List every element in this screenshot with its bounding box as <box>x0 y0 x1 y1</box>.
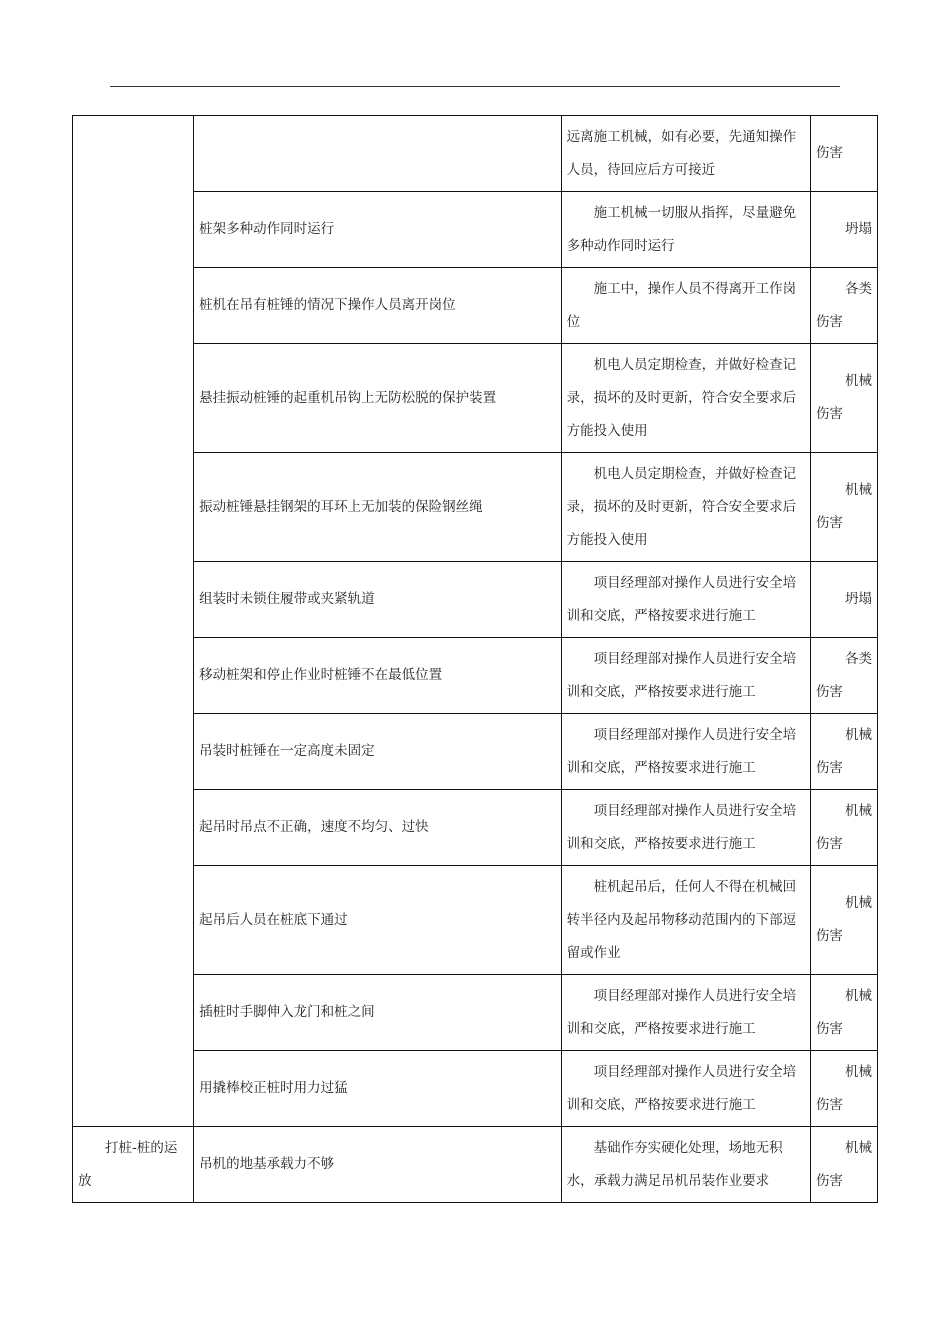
activity-cell <box>73 116 194 1127</box>
table-row <box>73 714 878 790</box>
table-row <box>73 116 878 192</box>
accident-type-text: 机械 <box>845 482 872 498</box>
table-row <box>73 638 878 714</box>
hazard-cell: 吊机的地基承载力不够 <box>194 1127 561 1203</box>
accident-type-cell <box>810 1127 877 1203</box>
accident-type-text: 伤害 <box>815 515 843 531</box>
accident-type-text: 各类 <box>845 650 872 667</box>
hazard-cell: 用撬棒校正桩时用力过猛 <box>194 1051 561 1127</box>
hazard-cell: 振动桩锤悬挂钢架的耳环上无加装的保险钢丝绳 <box>194 453 561 562</box>
accident-type-text: 机械 <box>845 1139 872 1156</box>
accident-type-text: 机械 <box>845 1063 872 1080</box>
table-row <box>73 562 878 638</box>
table-row <box>73 453 878 562</box>
measure-cell: 项目经理部对操作人员进行安全培训和交底，严格按要求进行施工 <box>561 790 810 866</box>
hazard-cell: 桩架多种动作同时运行 <box>194 192 561 268</box>
accident-type-text: 机械 <box>845 802 872 819</box>
accident-type-cell <box>810 453 877 562</box>
table-row <box>73 975 878 1051</box>
accident-type-text: 伤害 <box>815 759 843 776</box>
table-row <box>73 192 878 268</box>
accident-type-text: 伤害 <box>815 145 843 161</box>
accident-type-text: 伤害 <box>815 1020 843 1037</box>
accident-type-text: 伤害 <box>815 1172 843 1189</box>
measure-cell: 项目经理部对操作人员进行安全培训和交底，严格按要求进行施工 <box>561 638 810 714</box>
hazard-cell: 吊装时桩锤在一定高度未固定 <box>194 714 561 790</box>
accident-type-cell <box>810 638 877 714</box>
accident-type-text: 坍塌 <box>845 591 872 607</box>
table-row <box>73 1051 878 1127</box>
accident-type-cell <box>810 975 877 1051</box>
accident-type-text: 伤害 <box>815 835 843 852</box>
hazard-cell <box>194 116 561 192</box>
accident-type-cell <box>810 866 877 975</box>
measure-cell: 施工中，操作人员不得离开工作岗位 <box>561 268 810 344</box>
accident-type-text: 伤害 <box>815 313 843 330</box>
accident-type-text: 伤害 <box>815 928 843 944</box>
accident-type-cell <box>810 116 877 192</box>
accident-type-cell <box>810 714 877 790</box>
hazard-cell: 起吊后人员在桩底下通过 <box>194 866 561 975</box>
activity-text: 打桩-桩的运放 <box>78 1139 178 1189</box>
measure-cell: 项目经理部对操作人员进行安全培训和交底，严格按要求进行施工 <box>561 975 810 1051</box>
accident-type-cell <box>810 344 877 453</box>
measure-cell: 远离施工机械，如有必要，先通知操作人员，待回应后方可接近 <box>561 116 810 192</box>
accident-type-text: 机械 <box>845 895 872 911</box>
hazard-cell: 悬挂振动桩锤的起重机吊钩上无防松脱的保护装置 <box>194 344 561 453</box>
accident-type-cell <box>810 268 877 344</box>
table-row <box>73 790 878 866</box>
risk-table-body <box>73 116 878 1203</box>
measure-cell: 项目经理部对操作人员进行安全培训和交底，严格按要求进行施工 <box>561 1051 810 1127</box>
header-rule <box>110 86 840 87</box>
hazard-cell: 移动桩架和停止作业时桩锤不在最低位置 <box>194 638 561 714</box>
table-row <box>73 866 878 975</box>
table-row <box>73 1127 878 1203</box>
accident-type-text: 机械 <box>845 373 872 389</box>
measure-cell: 基础作夯实硬化处理，场地无积水，承载力满足吊机吊装作业要求 <box>561 1127 810 1203</box>
accident-type-text: 机械 <box>845 987 872 1004</box>
accident-type-text: 各类 <box>845 280 872 297</box>
measure-cell: 施工机械一切服从指挥，尽量避免多种动作同时运行 <box>561 192 810 268</box>
measure-cell: 机电人员定期检查，并做好检查记录，损坏的及时更新，符合安全要求后方能投入使用 <box>561 344 810 453</box>
hazard-cell: 桩机在吊有桩锤的情况下操作人员离开岗位 <box>194 268 561 344</box>
accident-type-cell <box>810 790 877 866</box>
measure-cell: 项目经理部对操作人员进行安全培训和交底，严格按要求进行施工 <box>561 714 810 790</box>
measure-cell: 桩机起吊后，任何人不得在机械回转半径内及起吊物移动范围内的下部逗留或作业 <box>561 866 810 975</box>
accident-type-text: 坍塌 <box>845 221 872 237</box>
hazard-cell: 起吊时吊点不正确，速度不均匀、过快 <box>194 790 561 866</box>
measure-cell: 机电人员定期检查，并做好检查记录，损坏的及时更新，符合安全要求后方能投入使用 <box>561 453 810 562</box>
table-row <box>73 344 878 453</box>
accident-type-cell <box>810 192 877 268</box>
accident-type-text: 伤害 <box>815 683 843 700</box>
hazard-cell: 组装时未锁住履带或夹紧轨道 <box>194 562 561 638</box>
risk-table <box>72 115 878 1203</box>
table-row <box>73 268 878 344</box>
accident-type-cell <box>810 1051 877 1127</box>
accident-type-text: 伤害 <box>815 1096 843 1113</box>
accident-type-text: 伤害 <box>815 406 843 422</box>
hazard-cell: 插桩时手脚伸入龙门和桩之间 <box>194 975 561 1051</box>
accident-type-cell <box>810 562 877 638</box>
accident-type-text: 机械 <box>845 726 872 743</box>
measure-cell: 项目经理部对操作人员进行安全培训和交底，严格按要求进行施工 <box>561 562 810 638</box>
activity-cell <box>73 1127 194 1203</box>
